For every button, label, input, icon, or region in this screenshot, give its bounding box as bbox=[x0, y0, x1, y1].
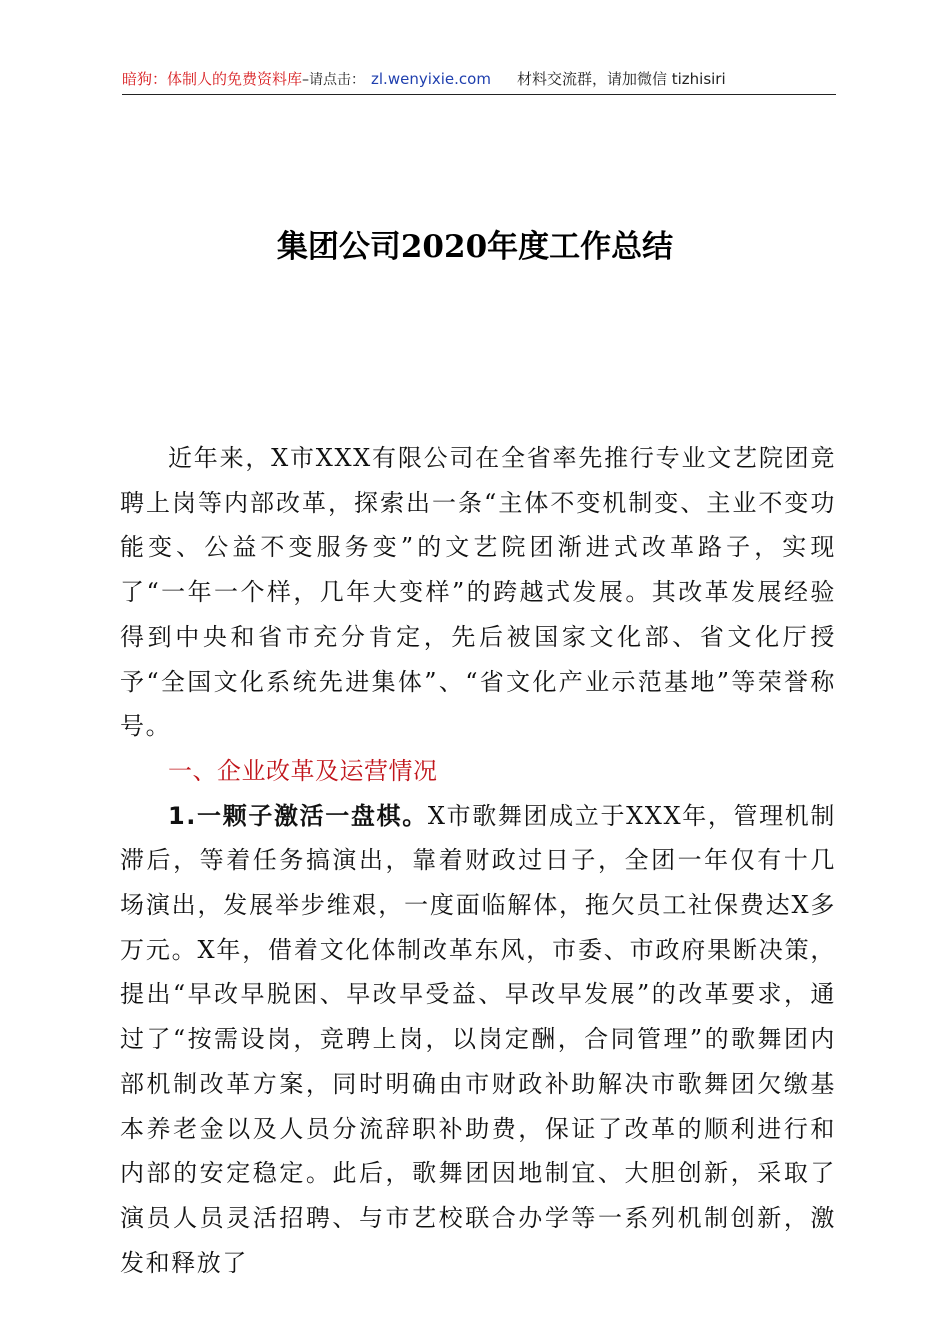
item-lead: 1.一颗子激活一盘棋。 bbox=[168, 801, 428, 830]
header-link[interactable]: zl.wenyixie.com bbox=[371, 70, 491, 88]
header-contact: 材料交流群，请加微信 tizhisiri bbox=[516, 70, 726, 88]
header-brand: 暗狗：体制人的免费资料库 bbox=[122, 70, 303, 88]
item-text: X市歌舞团成立于XXX年，管理机制滞后，等着任务搞演出，靠着财政过日子，全团一年仅有十几场演出，发展举步维艰，一度面临解体，拖欠员工社保费达X多万元。X年，借着文化体制改革东风，市委、市政府果断决策，提出“早改早脱困、早改早受益、早改早发展”的改革要求，通过了“按需设岗，竞聘上岗，以岗定酬，合同管理”的歌舞团内部机制改革方案，同时明确由市财政补助解决市歌舞团欠缴基本养老金以及人员分流辞职补助费，保证了改革的顺利进行和内部的安定稳定。此后，歌舞团因地制宜、大胆创新，采取了演员人员灵活招聘、与市艺校联合办学等一系列机制创新，激发和释放了 bbox=[120, 801, 837, 1277]
item-paragraph bbox=[120, 794, 836, 1286]
header-divider bbox=[122, 94, 836, 95]
section-heading: 一、企业改革及运营情况 bbox=[168, 756, 438, 785]
document-title: 集团公司2020年度工作总结 bbox=[276, 229, 674, 265]
page-header bbox=[122, 68, 836, 94]
header-prompt: –请点击： bbox=[302, 72, 366, 88]
document-body bbox=[120, 436, 836, 1285]
intro-paragraph: 近年来，X市XXX有限公司在全省率先推行专业文艺院团竞聘上岗等内部改革，探索出一条“主体不变机制变、主业不变功能变、公益不变服务变”的文艺院团渐进式改革路子，实现了“一年一个样，几年大变样”的跨越式发展。其改革发展经验得到中央和省市充分肯定，先后被国家文化部、省文化厅授予“全国文化系统先进集体”、“省文化产业示范基地”等荣誉称号。 bbox=[120, 444, 836, 741]
